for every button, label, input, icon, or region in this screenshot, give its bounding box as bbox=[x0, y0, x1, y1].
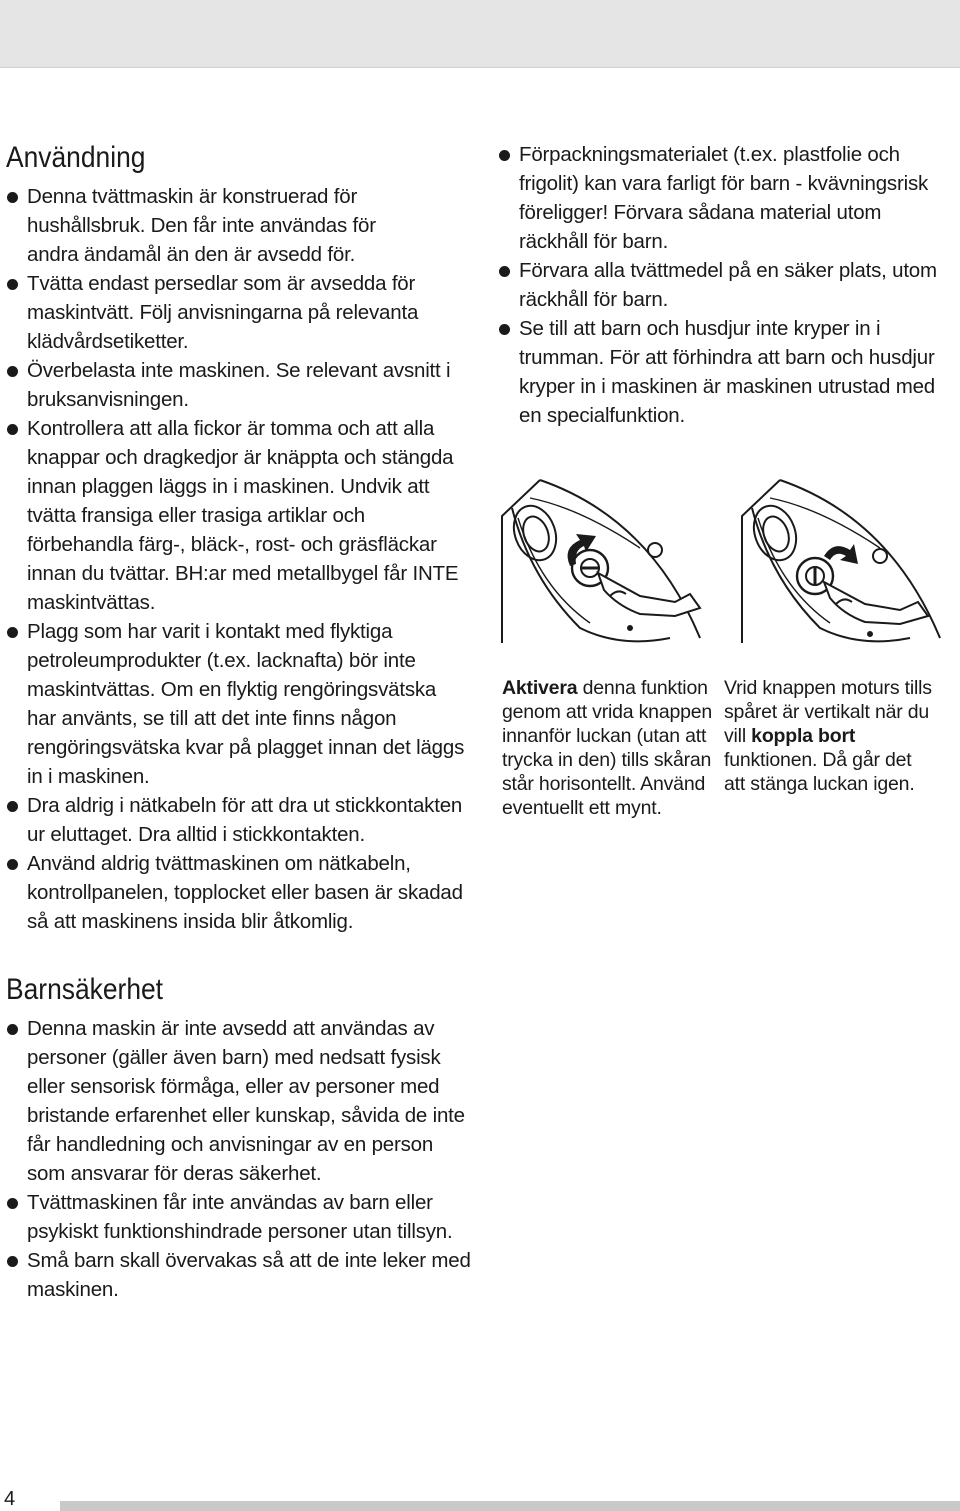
door-knob-deactivate-illustration bbox=[740, 478, 950, 648]
caption-activate bbox=[502, 676, 718, 820]
list-item: Tvättmaskinen får inte användas av barn eller psykiskt funktionshindrade personer utan tillsyn. bbox=[6, 1188, 467, 1246]
door-knob-activate-illustration bbox=[500, 478, 710, 648]
list-item: Små barn skall övervakas så att de inte leker med maskinen. bbox=[6, 1246, 487, 1304]
list-item: Plagg som har varit i kontakt med flyktiga petroleumprodukter (t.ex. lacknafta) bör inte maskintvättas. Om en flyktig rengöringsvätska har använts, se till att det inte finns någon rengöringsvätska kvar på plagget innan det läggs in i maskinen. bbox=[6, 617, 467, 791]
section-title-child-safety: Barnsäkerhet bbox=[6, 973, 164, 1006]
list-item: Förpackningsmaterialet (t.ex. plastfolie och frigolit) kan vara farligt för barn - kvävningsrisk föreligger! Förvara sådana material utom räckhåll för barn. bbox=[498, 140, 939, 256]
list-item: Se till att barn och husdjur inte kryper in i trumman. För att förhindra att barn och husdjur kryper in i maskinen är maskinen utrustad med en specialfunktion. bbox=[498, 314, 959, 430]
footer-bar bbox=[60, 1501, 960, 1511]
usage-list bbox=[6, 182, 466, 936]
list-item: Tvätta endast persedlar som är avsedda för maskintvätt. Följ anvisningarna på relevanta klädvårdsetiketter. bbox=[6, 269, 437, 356]
right-safety-list bbox=[498, 140, 960, 430]
caption-deactivate-text-after: funktionen. Då går det att stänga luckan igen. bbox=[724, 749, 915, 795]
page-number: 4 bbox=[4, 1488, 16, 1510]
caption-deactivate bbox=[724, 676, 934, 796]
section-title-usage: Användning bbox=[6, 141, 146, 174]
list-item: Dra aldrig i nätkabeln för att dra ut stickkontakten ur eluttaget. Dra alltid i stickkontakten. bbox=[6, 791, 467, 849]
list-item: Denna maskin är inte avsedd att användas av personer (gäller även barn) med nedsatt fysisk eller sensorisk förmåga, eller av personer med bristande erfarenhet eller kunskap, såvida de inte får handledning och anvisningar av en person som ansvarar för deras säkerhet. bbox=[6, 1014, 467, 1188]
caption-deactivate-bold: koppla bort bbox=[751, 725, 856, 747]
list-item: Förvara alla tvättmedel på en säker plats, utom räckhåll för barn. bbox=[498, 256, 939, 314]
caption-deactivate-text-before: Vrid knappen moturs tills spåret är vertikalt när du vill bbox=[724, 677, 932, 747]
list-item: Överbelasta inte maskinen. Se relevant avsnitt i bruksanvisningen. bbox=[6, 356, 457, 414]
caption-activate-text: denna funktion genom att vrida knappen innanför luckan (utan att trycka in den) tills skåran står horisontellt. Använd eventuellt ett mynt. bbox=[502, 677, 713, 819]
caption-activate-bold: Aktivera bbox=[502, 677, 578, 699]
list-item: Denna tvättmaskin är konstruerad för hushållsbruk. Den får inte användas för andra ändamål än den är avsedd för. bbox=[6, 182, 427, 269]
list-item: Kontrollera att alla fickor är tomma och att alla knappar och dragkedjor är knäppta och stängda innan plaggen läggs in i maskinen. Undvik att tvätta fransiga eller trasiga artiklar och förbehandla färg-, bläck-, rost- och gräsfläckar innan du tvättar. BH:ar med metallbygel får INTE maskintvättas. bbox=[6, 414, 467, 617]
child-safety-list bbox=[6, 1014, 471, 1304]
list-item: Använd aldrig tvättmaskinen om nätkabeln, kontrollpanelen, topplocket eller basen är skadad så att maskinens insida blir åtkomlig. bbox=[6, 849, 467, 936]
page-header-band bbox=[0, 0, 960, 68]
